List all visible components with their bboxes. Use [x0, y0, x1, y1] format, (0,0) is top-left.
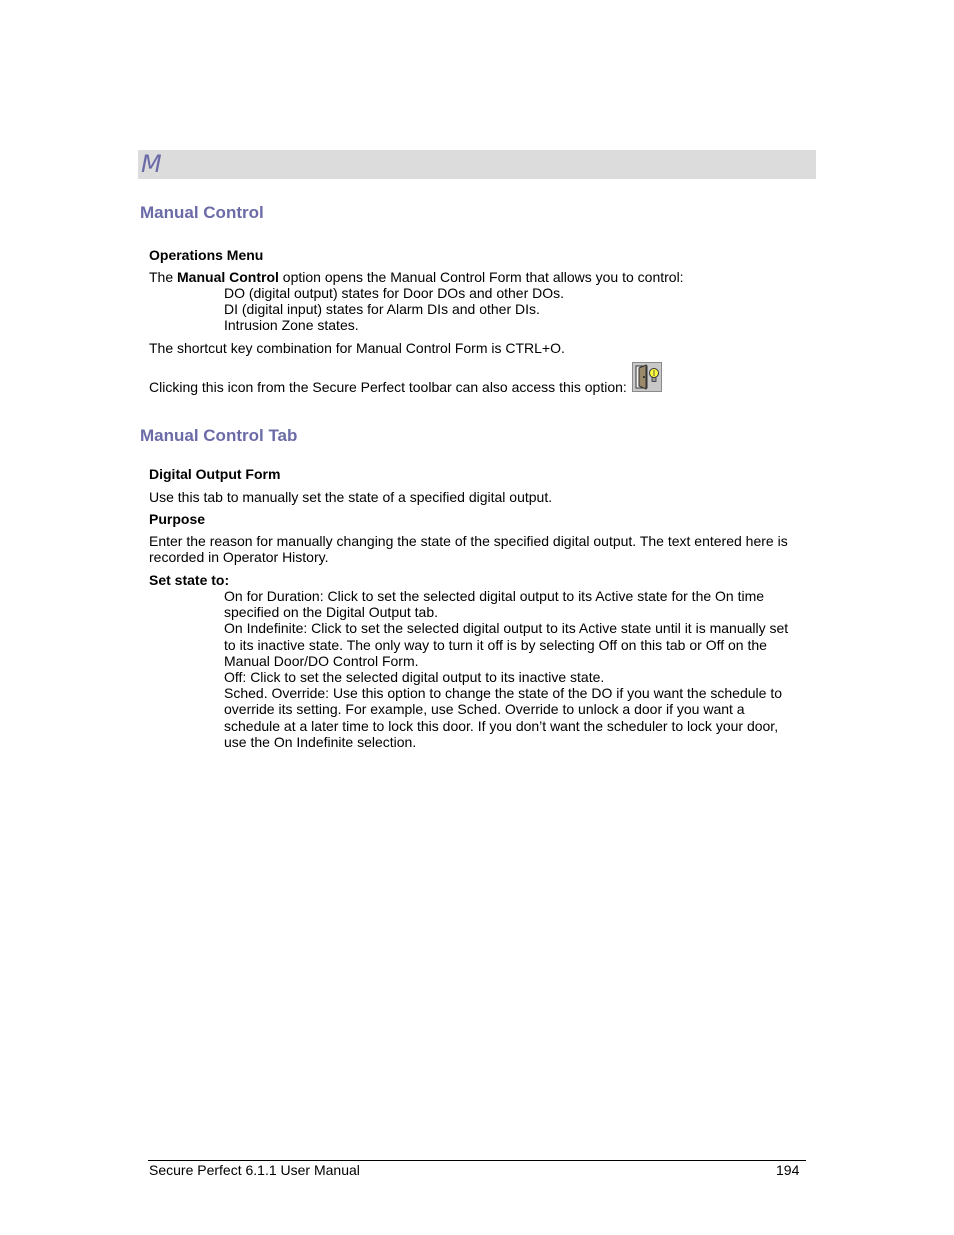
- subheading-operations-menu: Operations Menu: [149, 247, 264, 263]
- footer-divider: [148, 1160, 806, 1161]
- icon-instruction-text: Clicking this icon from the Secure Perfect toolbar can also access this option:: [149, 379, 627, 395]
- heading-manual-control: Manual Control: [140, 203, 264, 222]
- set-state-options: [224, 588, 799, 750]
- section-letter: M: [141, 150, 162, 178]
- page-number: 194: [776, 1162, 800, 1178]
- set-state-line: override its setting. For example, use Sched. Override to unlock a door if you want a: [224, 701, 745, 718]
- purpose-line: Enter the reason for manually changing the state of the specified digital output. The text entered here is: [149, 533, 788, 549]
- list-item: DI (digital input) states for Alarm DIs and other DIs.: [224, 301, 540, 318]
- set-state-line: to its inactive state. The only way to turn it off is by selecting Off on this tab or Off on the: [224, 636, 767, 653]
- section-letter-bar: [138, 150, 816, 179]
- set-state-line: specified on the Digital Output tab.: [224, 604, 439, 621]
- footer-title: Secure Perfect 6.1.1 User Manual: [149, 1162, 360, 1178]
- control-items-list: [224, 285, 799, 334]
- list-item: DO (digital output) states for Door DOs and other DOs.: [224, 285, 565, 301]
- set-state-line: On Indefinite: Click to set the selected digital output to its Active state until it is manually set: [224, 620, 789, 637]
- subheading-digital-output-form: Digital Output Form: [149, 466, 281, 482]
- set-state-line: Manual Door/DO Control Form.: [224, 652, 419, 669]
- tab-description: Use this tab to manually set the state of a specified digital output.: [149, 489, 553, 505]
- intro-pre: The: [149, 269, 178, 285]
- set-state-line: On for Duration: Click to set the selected digital output to its Active state for the On time: [224, 588, 765, 604]
- set-state-line: Sched. Override: Use this option to change the state of the DO if you want the schedule to: [224, 685, 782, 702]
- set-state-line: Off: Click to set the selected digital output to its inactive state.: [224, 669, 605, 686]
- purpose-paragraph: [149, 533, 788, 566]
- intro-paragraph: [149, 269, 684, 285]
- door-lightbulb-icon: [632, 362, 662, 392]
- intro-post: option opens the Manual Control Form that allows you to control:: [278, 269, 684, 285]
- intro-bold: Manual Control: [177, 269, 279, 285]
- heading-manual-control-tab: Manual Control Tab: [140, 426, 298, 445]
- list-item: Intrusion Zone states.: [224, 317, 359, 334]
- purpose-line: recorded in Operator History.: [149, 549, 329, 566]
- set-state-line: use the On Indefinite selection.: [224, 733, 417, 750]
- set-state-line: schedule at a later time to lock this door. If you don’t want the scheduler to lock your door,: [224, 717, 779, 734]
- shortcut-text: The shortcut key combination for Manual Control Form is CTRL+O.: [149, 340, 565, 356]
- set-state-label: Set state to:: [149, 572, 230, 588]
- purpose-label: Purpose: [149, 511, 206, 527]
